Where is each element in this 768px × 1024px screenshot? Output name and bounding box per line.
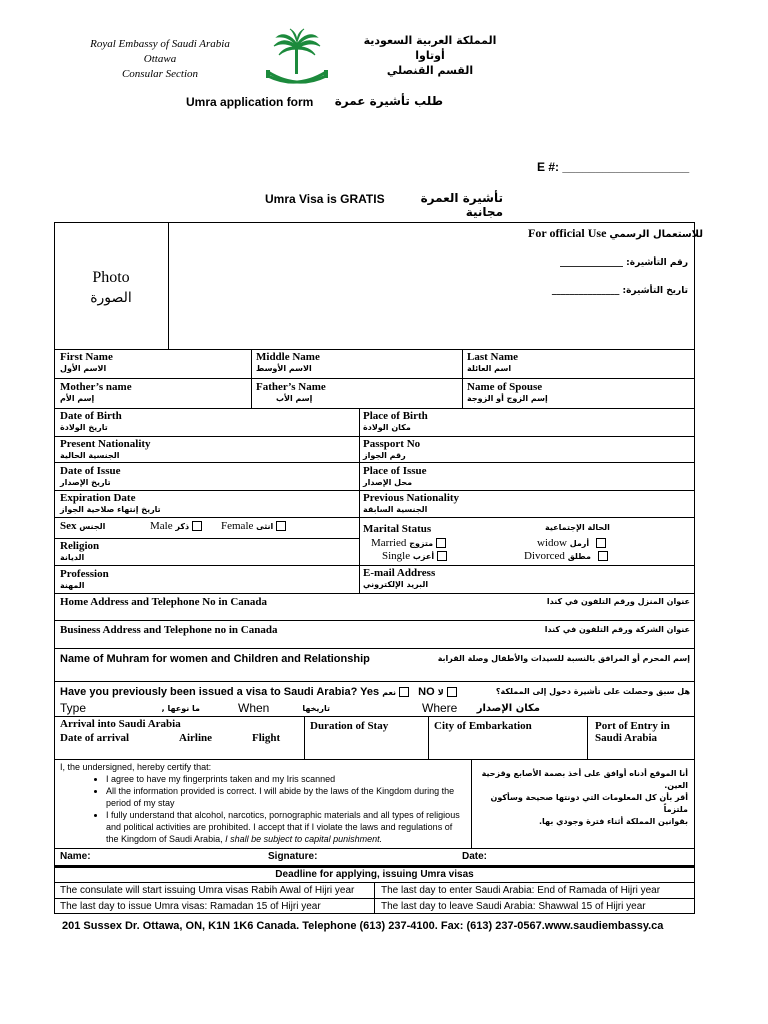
issue-place-label: Place of Issue [363, 465, 427, 477]
nationality-label: Present Nationality [60, 438, 151, 450]
prev-nationality-label-ar: الجنسية السابقة [363, 505, 428, 514]
visa-where-label-ar: مكان الإصدار [476, 703, 540, 714]
gratis-notice-en: Umra Visa is GRATIS [265, 192, 385, 206]
father-name-label-ar: إسم الأب [276, 394, 313, 403]
male-label-ar: ذكر [175, 522, 190, 531]
married-label: Married [371, 537, 407, 549]
passport-label-ar: رقم الجواز [363, 451, 406, 460]
divorced-label-ar: مطلق [567, 552, 591, 561]
declaration-text [60, 761, 465, 845]
middle-name-label: Middle Name [256, 351, 320, 363]
declaration-item-3 [106, 809, 465, 845]
no-checkbox[interactable] [447, 687, 457, 697]
embassy-name-ar [350, 33, 510, 78]
middle-name-field[interactable] [256, 351, 320, 374]
name-signature-label: Name: [60, 851, 91, 862]
form-title-en: Umra application form [186, 95, 314, 109]
father-name-field[interactable] [256, 381, 326, 404]
sex-female-option[interactable] [221, 520, 286, 532]
first-name-field[interactable] [60, 351, 113, 374]
religion-label: Religion [60, 540, 100, 552]
e-number-field[interactable]: E #: ___________________ [537, 160, 690, 174]
female-label-ar: انثى [256, 522, 274, 531]
single-label: Single [382, 550, 411, 562]
last-name-label-ar: اسم العائلة [467, 364, 512, 373]
embassy-line-1: Royal Embassy of Saudi Arabia [90, 38, 230, 50]
date-signature-label: Date: [462, 851, 488, 862]
embassy-name-en [60, 37, 260, 82]
embassy-line-3: Consular Section [121, 68, 199, 80]
sex-male-option[interactable] [150, 520, 202, 532]
place-of-birth-field[interactable] [363, 410, 428, 433]
marital-status-label: Marital Status [363, 523, 432, 535]
muhram-field[interactable] [55, 666, 694, 680]
mother-name-label: Mother’s name [60, 381, 132, 393]
male-label: Male [150, 520, 173, 532]
issue-date-label: Date of Issue [60, 465, 121, 477]
widow-label-ar: أرمل [569, 539, 590, 548]
dob-label: Date of Birth [60, 410, 122, 422]
divorced-checkbox[interactable] [598, 551, 608, 561]
issue-date-label-ar: تاريخ الإصدار [60, 478, 111, 487]
dob-label-ar: تاريخ الولادة [60, 423, 108, 432]
flight-label: Flight [252, 732, 281, 744]
expiration-date-field[interactable] [60, 492, 161, 515]
male-checkbox[interactable] [192, 521, 202, 531]
deadline-cell: The last day to issue Umra visas: Ramadan 15 of Hijri year [60, 901, 321, 912]
embassy-ar-line-1: المملكة العربية السعودية [363, 34, 497, 47]
name-input[interactable] [90, 849, 260, 864]
profession-label-ar: المهنة [60, 581, 85, 590]
expiry-label: Expiration Date [60, 492, 136, 504]
visa-type-label: Type [60, 701, 87, 715]
business-address-field[interactable] [55, 636, 694, 648]
female-label: Female [221, 520, 254, 532]
sex-label-ar: الجنس [79, 522, 106, 531]
signature-input[interactable] [320, 849, 455, 864]
previous-visa-question-en: Have you previously been issued a visa to Saudi Arabia? Yes [60, 686, 380, 698]
spouse-name-field[interactable] [467, 381, 548, 404]
mother-name-label-ar: إسم الأم [60, 394, 95, 403]
muhram-label-ar: إسم المحرم أو المرافق بالنسبة للسيدات والأطفال وصلة القرابة [437, 654, 690, 663]
single-checkbox[interactable] [437, 551, 447, 561]
declaration-intro: I, the undersigned, hereby certify that: [60, 762, 212, 772]
widow-label: widow [537, 537, 567, 549]
previous-visa-question-ar: هل سبق وحصلت على تأشيرة دخول إلى المملكة؟ [495, 687, 690, 696]
last-name-field[interactable] [467, 351, 518, 374]
father-name-label: Father’s Name [256, 381, 326, 393]
prev-nationality-label: Previous Nationality [363, 492, 460, 504]
embassy-ar-line-2: أوتاوا [415, 49, 445, 62]
declaration-punishment: I shall be subject to capital punishment. [225, 834, 383, 844]
footer-address: 201 Sussex Dr. Ottawa, ON, K1N 1K6 Canada. Telephone (613) 237-4100. Fax: (613) 237-0567.www.saudiembassy.ca [62, 920, 664, 932]
first-name-label-ar: الاسم الأول [60, 364, 107, 373]
declaration-ar-line-3: بقوانين المملكة أثناء فترة وجودي بها. [539, 817, 688, 826]
yes-label-ar: نعم [382, 688, 396, 697]
embassy-line-2: Ottawa [143, 53, 177, 65]
city-of-embarkation-label: City of Embarkation [434, 720, 532, 732]
first-name-label: First Name [60, 351, 113, 363]
middle-name-label-ar: الاسم الأوسط [256, 364, 312, 373]
visa-type-label-ar: ما نوعها , [161, 704, 200, 713]
female-checkbox[interactable] [276, 521, 286, 531]
sex-label [60, 520, 105, 532]
spouse-name-label: Name of Spouse [467, 381, 543, 393]
declaration-text-ar [478, 768, 688, 828]
declaration-ar-line-1: أنا الموقع أدناه أوافق على أخذ بصمة الأصابع وقزحية العين. [481, 769, 688, 790]
marital-status-label-ar: الحالة الإجتماعية [545, 523, 610, 532]
married-option[interactable] [371, 537, 446, 549]
embassy-ar-line-3: القسم القنصلي [386, 64, 474, 77]
pob-label: Place of Birth [363, 410, 428, 422]
nationality-field[interactable] [60, 438, 151, 461]
place-of-issue-field[interactable] [363, 465, 427, 488]
date-input[interactable] [492, 849, 692, 864]
home-address-label: Home Address and Telephone No in Canada [60, 596, 268, 608]
declaration-item-2: • All the information provided is correct. I will abide by the laws of the Kingdom during the period of my stay [106, 785, 465, 809]
sex-label-en: Sex [60, 520, 77, 532]
declaration-item-1: • I agree to have my fingerprints taken and my Iris scanned [106, 773, 465, 785]
visa-when-label-ar: تاريخها [302, 704, 330, 713]
photo-label-ar: الصورة [90, 290, 132, 306]
nationality-label-ar: الجنسية الحالية [60, 451, 120, 460]
no-label-ar: لا [437, 688, 444, 697]
mother-name-field[interactable] [60, 381, 132, 404]
visa-number-field[interactable]: رقم التأشيرة: ______________ [560, 258, 688, 268]
form-title-ar: طلب تأشيرة عمرة [334, 94, 443, 108]
divorced-option[interactable] [524, 550, 608, 562]
home-address-field[interactable] [55, 608, 694, 620]
home-address-label-ar: عنوان المنزل ورقم التلفون في كندا [546, 597, 690, 606]
previous-nationality-field[interactable] [363, 492, 459, 515]
single-label-ar: أعزب [412, 552, 435, 561]
photo-box[interactable] [56, 268, 166, 308]
last-name-label: Last Name [467, 351, 519, 363]
saudi-emblem-logo [262, 28, 332, 92]
expiry-label-ar: تاريخ إنتهاء صلاحية الجواز [60, 505, 161, 514]
duration-of-stay-label: Duration of Stay [310, 720, 389, 732]
official-use-en: For official Use [528, 226, 607, 240]
single-option[interactable] [382, 550, 447, 562]
previous-visa-question [60, 686, 457, 698]
official-use-title [528, 226, 703, 241]
passport-label: Passport No [363, 438, 421, 450]
pob-label-ar: مكان الولادة [363, 423, 411, 432]
visa-where-label: Where [422, 701, 458, 715]
signature-label: Signature: [268, 851, 318, 862]
issue-place-label-ar: محل الإصدار [363, 478, 413, 487]
email-field[interactable] [363, 567, 435, 590]
deadline-cell: The last day to enter Saudi Arabia: End of Ramada of Hijri year [381, 885, 661, 896]
deadline-cell: The consulate will start issuing Umra visas Rabih Awal of Hijri year [60, 885, 355, 896]
arrival-title: Arrival into Saudi Arabia [60, 718, 181, 730]
married-label-ar: متزوج [409, 539, 434, 548]
no-label: NO [418, 686, 435, 698]
visa-date-field[interactable]: تاريخ التأشيرة: _______________ [551, 286, 688, 296]
declaration-ar-line-2: أقر بأن كل المعلومات التي دونتها صحيحة وسأكون ملتزماً [490, 793, 688, 814]
email-label-ar: البريد الإلكتروني [363, 580, 429, 589]
passport-field[interactable] [363, 438, 420, 461]
yes-checkbox[interactable] [399, 687, 409, 697]
official-use-ar: للاستعمال الرسمي [609, 229, 704, 240]
port-of-entry-label: Port of Entry in Saudi Arabia [595, 720, 670, 744]
married-checkbox[interactable] [436, 538, 446, 548]
widow-checkbox[interactable] [596, 538, 606, 548]
widow-option[interactable] [537, 537, 606, 549]
declaration-item-3-text: I fully understand that alcohol, narcotics, pornographic materials and all types of religious and political activities are prohibited. I accept that if I violate the laws and regulations of the Kingdom of Saudi Arabia, [106, 810, 460, 844]
deadline-title: Deadline for applying, issuing Umra visas [275, 869, 474, 880]
spouse-name-label-ar: إسم الزوج أو الزوجة [467, 394, 548, 403]
business-address-label: Business Address and Telephone no in Canada [60, 624, 278, 636]
visa-when-label: When [238, 701, 270, 715]
email-label: E-mail Address [363, 567, 436, 579]
divorced-label: Divorced [524, 550, 565, 562]
profession-label: Profession [60, 568, 109, 580]
date-of-birth-field[interactable] [60, 410, 122, 433]
deadline-cell: The last day to leave Saudi Arabia: Shawwal 15 of Hijri year [381, 901, 646, 912]
religion-label-ar: الديانة [60, 553, 85, 562]
profession-field[interactable] [60, 568, 109, 591]
gratis-notice-ar: تأشيرة العمرة مجانية [420, 191, 503, 219]
date-of-issue-field[interactable] [60, 465, 121, 488]
arrival-date-label: Date of arrival [60, 732, 130, 744]
muhram-label: Name of Muhram for women and Children and Relationship [60, 653, 370, 665]
religion-field[interactable] [60, 540, 99, 563]
photo-label-en: Photo [92, 269, 130, 286]
airline-label: Airline [179, 732, 212, 744]
business-address-label-ar: عنوان الشركة ورقم التلفون في كندا [544, 625, 690, 634]
